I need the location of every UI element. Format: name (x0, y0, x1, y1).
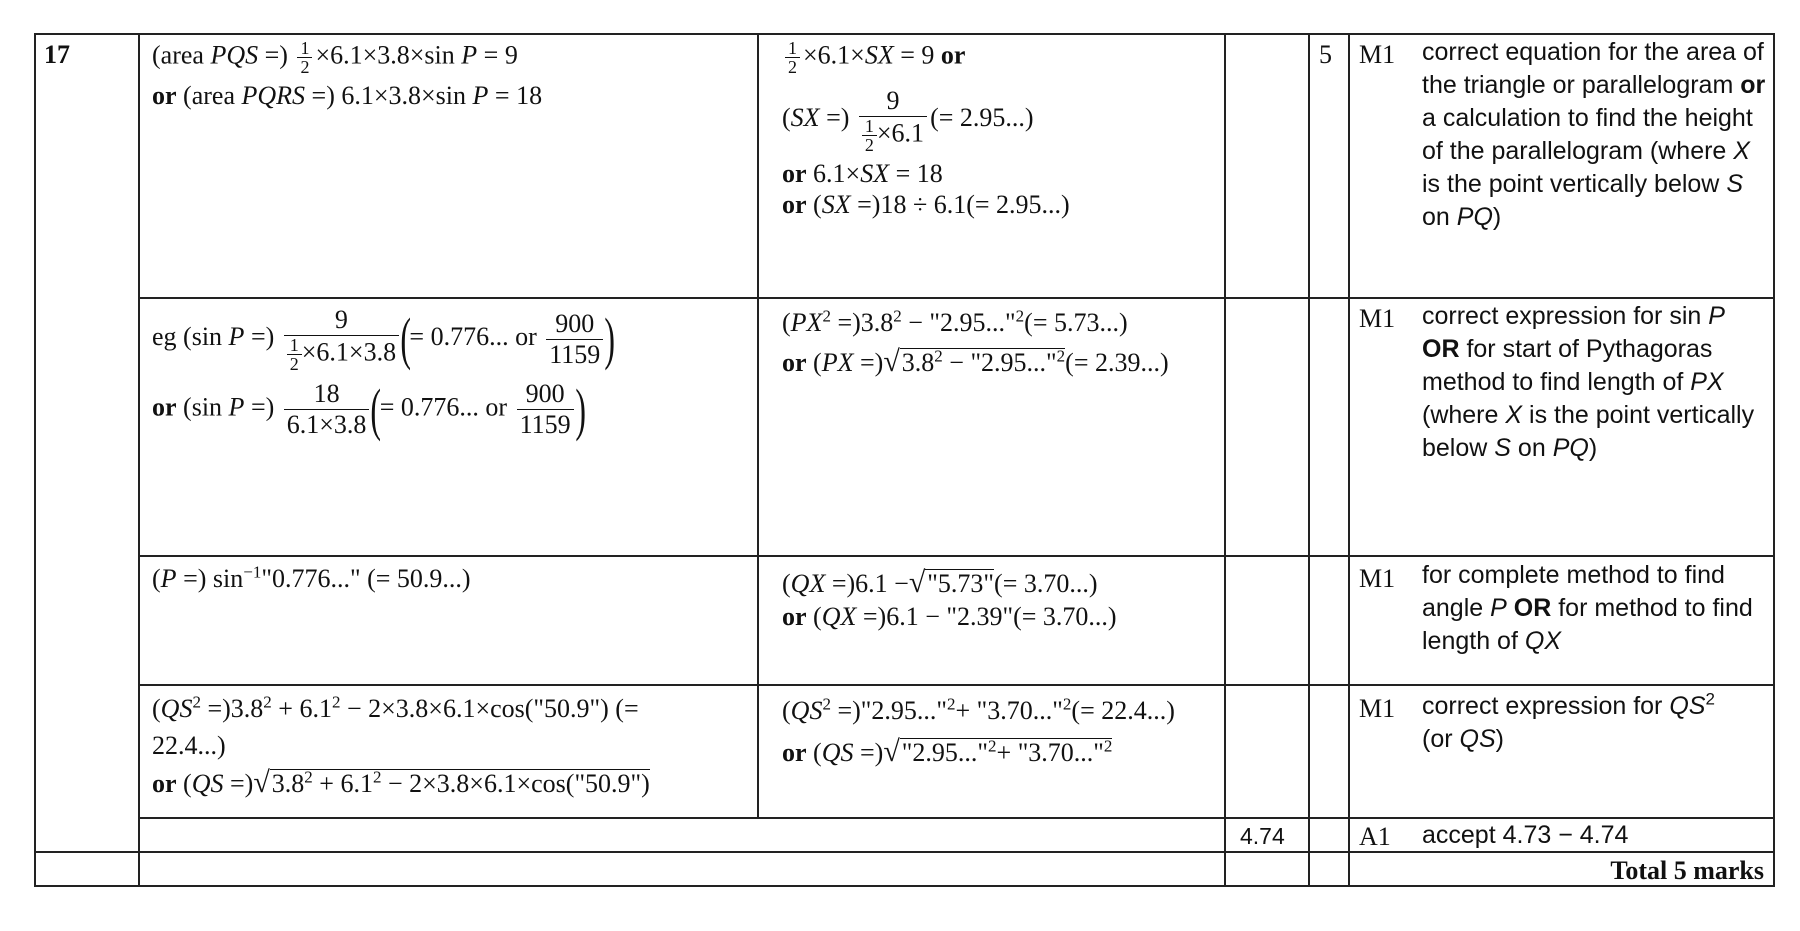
question-number: 17 (44, 40, 70, 69)
row3-mark: M1 (1359, 564, 1396, 593)
row2-working-mid: $(PX^2 =)3.8^2$ − "2.95..."$^2$(= 5.73...) or $(PX =)√3.8^2$ − "2.95..."$^2$(= 2.39...) (782, 306, 1169, 378)
row4-working-mid: ($QS^2$ =)"2.95..."$^2$+ "3.70..."$^2$(= 22.4...) or (QS =)√"2.95..."$^2$+ "3.70..."$^2$ (782, 694, 1175, 768)
final-mark: A1 (1359, 822, 1391, 851)
row-divider (140, 297, 1775, 299)
col-divider (34, 33, 36, 887)
mark-scheme-table (34, 33, 1775, 903)
col-divider (1224, 33, 1226, 887)
question-total-marks: 5 (1319, 40, 1332, 69)
row3-note: for complete method to find angle P OR for method to find length of QX (1422, 561, 1753, 655)
row1-working-mid: $\frac{1}{2}$ ×6.1×SX = 9 or (SX =) 9 $\frac{1}{2}$ ×6.1 (= 2.95...) or 6.1×SX = 18 or (SX =)18 ÷ 6.1(= 2.95...) (782, 38, 1070, 219)
row4-note: correct expression for $QS^2$ (or QS) (1422, 689, 1715, 753)
row4-mark: M1 (1359, 694, 1396, 723)
row-divider (140, 555, 1775, 557)
row2-mark: M1 (1359, 304, 1396, 333)
col-divider (1348, 33, 1350, 887)
col-divider (138, 33, 140, 887)
table-border-top (34, 33, 1775, 35)
row3-working-left: (P =) $\sin^{-1}"0.776$..." (= 50.9...) (152, 562, 471, 593)
col-divider (1308, 33, 1310, 887)
col-divider (1773, 33, 1775, 887)
total-marks: Total 5 marks (1610, 856, 1764, 885)
col-divider (757, 33, 759, 819)
row1-mark: M1 (1359, 40, 1396, 69)
row-divider (140, 684, 1775, 686)
row1-note: correct equation for the area of the triangle or parallelogram or a calculation to find the height of the parallelogram (where X is the point vertically below S on PQ) (1422, 38, 1766, 231)
row2-working-left: eg (sin P =) 9 $\frac{1}{2}$ ×6.1×3.8 (= 0.776... or $\frac{900}{1159}$ ) or (sin P =) $\frac{18}{6.1\times 3.8}$ (= 0.776... or $\frac{900}{1159}$ ) (152, 305, 616, 442)
final-answer: 4.74 (1240, 823, 1285, 849)
row1-working-left: (area PQS =) $\frac{1}{2}$ ×6.1×3.8×sin P = 9 or (area PQRS =) 6.1×3.8×sin P = 18 (152, 38, 543, 110)
row4-working-left: $(QS^2 =)3.8^2 + 6.1^2$ − 2×3.8×6.1×cos("50.9") (= 22.4...) or $(QS =)√3.8^2 + 6.1^2$ − 2×3.8×6.1×cos("50.9") (152, 692, 650, 799)
final-note: accept 4.73 − 4.74 (1422, 821, 1629, 849)
row2-note: correct expression for sin P OR for start of Pythagoras method to find length of PX (where X is the point vertically below S on PQ) (1422, 302, 1755, 462)
row3-working-mid: (QX =)6.1 −√"5.73"(= 3.70...) or (QX =)6.1 − "2.39"(= 3.70...) (782, 566, 1117, 631)
